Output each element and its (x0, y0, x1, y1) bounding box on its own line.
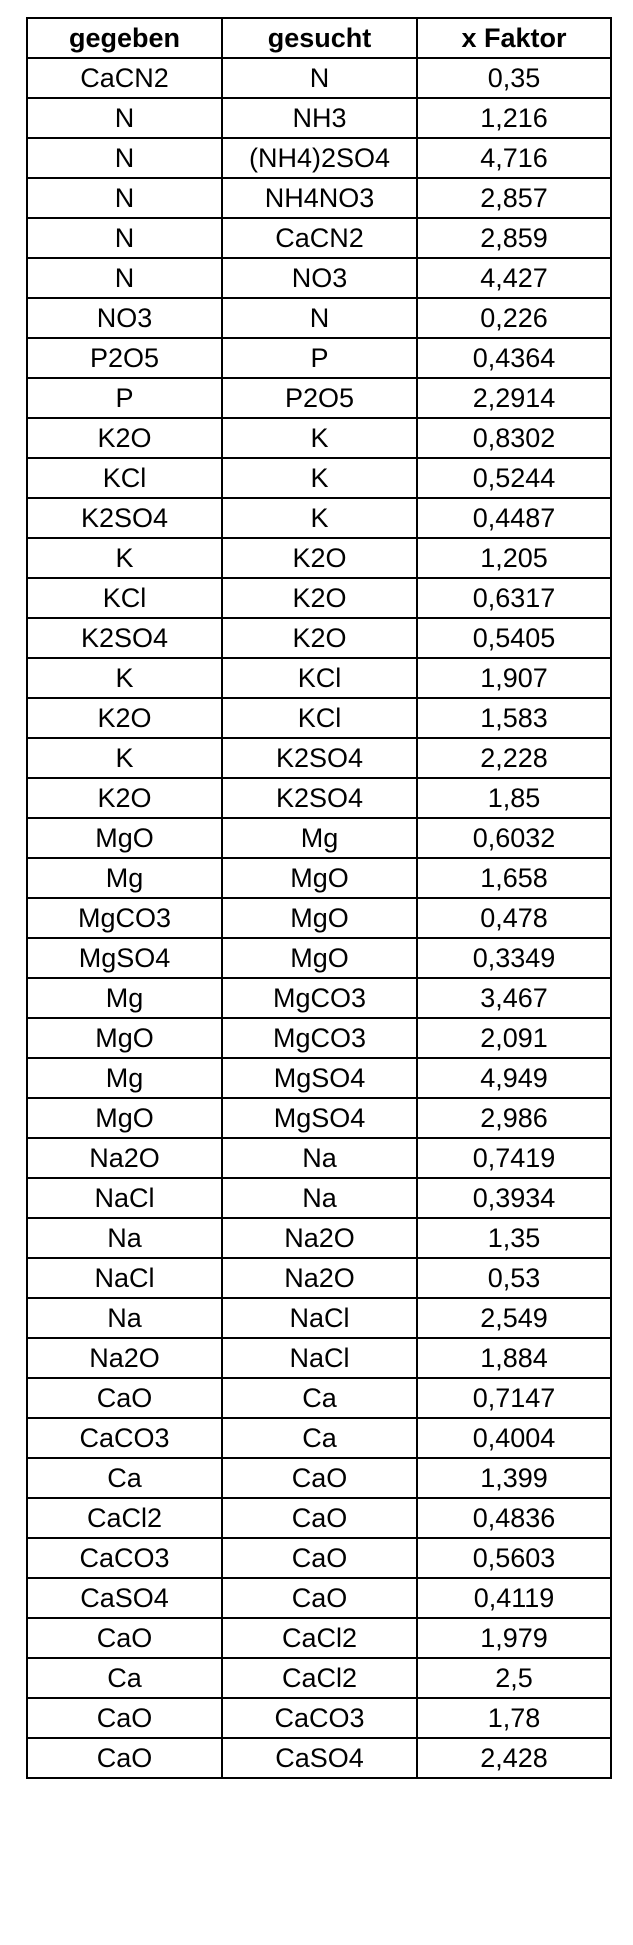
cell-factor: 1,35 (417, 1218, 611, 1258)
cell-given: Mg (27, 858, 222, 898)
cell-given: K2O (27, 418, 222, 458)
cell-wanted: MgO (222, 938, 417, 978)
cell-given: Na2O (27, 1338, 222, 1378)
table-row (27, 898, 611, 938)
cell-factor: 1,979 (417, 1618, 611, 1658)
table-row (27, 1138, 611, 1178)
cell-wanted: KCl (222, 698, 417, 738)
cell-given: CaCN2 (27, 58, 222, 98)
cell-given: Ca (27, 1658, 222, 1698)
table-row (27, 298, 611, 338)
column-header-factor: x Faktor (417, 18, 611, 58)
cell-given: CaO (27, 1738, 222, 1778)
table-row (27, 1578, 611, 1618)
cell-wanted: N (222, 58, 417, 98)
cell-given: Ca (27, 1458, 222, 1498)
cell-given: MgSO4 (27, 938, 222, 978)
cell-given: KCl (27, 578, 222, 618)
cell-factor: 0,4004 (417, 1418, 611, 1458)
cell-given: K (27, 658, 222, 698)
cell-wanted: CaCl2 (222, 1658, 417, 1698)
cell-wanted: CaO (222, 1538, 417, 1578)
table-row (27, 498, 611, 538)
table-row (27, 1378, 611, 1418)
table-row (27, 1338, 611, 1378)
cell-wanted: Na (222, 1138, 417, 1178)
cell-wanted: N (222, 298, 417, 338)
cell-factor: 0,226 (417, 298, 611, 338)
cell-factor: 2,857 (417, 178, 611, 218)
table-row (27, 818, 611, 858)
cell-factor: 2,859 (417, 218, 611, 258)
cell-given: K2O (27, 698, 222, 738)
cell-wanted: K2O (222, 538, 417, 578)
cell-given: N (27, 258, 222, 298)
header-row (27, 18, 611, 58)
cell-factor: 1,85 (417, 778, 611, 818)
table-row (27, 1058, 611, 1098)
table-row (27, 778, 611, 818)
cell-wanted: CaCl2 (222, 1618, 417, 1658)
table-row (27, 578, 611, 618)
cell-wanted: CaCN2 (222, 218, 417, 258)
table-row (27, 1538, 611, 1578)
table-row (27, 938, 611, 978)
cell-factor: 2,2914 (417, 378, 611, 418)
table-row (27, 138, 611, 178)
cell-factor: 0,3349 (417, 938, 611, 978)
table-row (27, 658, 611, 698)
table-row (27, 1018, 611, 1058)
cell-given: KCl (27, 458, 222, 498)
cell-given: CaCO3 (27, 1418, 222, 1458)
cell-factor: 0,6317 (417, 578, 611, 618)
table-row (27, 338, 611, 378)
cell-factor: 4,716 (417, 138, 611, 178)
cell-given: MgCO3 (27, 898, 222, 938)
table-header (27, 18, 611, 58)
cell-wanted: Na2O (222, 1258, 417, 1298)
cell-wanted: MgCO3 (222, 978, 417, 1018)
cell-given: NO3 (27, 298, 222, 338)
cell-given: N (27, 138, 222, 178)
cell-factor: 2,228 (417, 738, 611, 778)
cell-given: CaO (27, 1378, 222, 1418)
cell-factor: 0,8302 (417, 418, 611, 458)
cell-factor: 0,5405 (417, 618, 611, 658)
table-row (27, 1298, 611, 1338)
cell-wanted: Na (222, 1178, 417, 1218)
cell-wanted: K (222, 418, 417, 458)
table-row (27, 1098, 611, 1138)
cell-given: K2O (27, 778, 222, 818)
cell-given: Mg (27, 978, 222, 1018)
column-header-wanted: gesucht (222, 18, 417, 58)
cell-wanted: K (222, 498, 417, 538)
table-row (27, 58, 611, 98)
cell-factor: 1,399 (417, 1458, 611, 1498)
cell-factor: 0,478 (417, 898, 611, 938)
table-row (27, 418, 611, 458)
cell-given: N (27, 98, 222, 138)
cell-factor: 0,5603 (417, 1538, 611, 1578)
cell-given: CaCl2 (27, 1498, 222, 1538)
cell-given: Mg (27, 1058, 222, 1098)
table-row (27, 618, 611, 658)
cell-factor: 1,907 (417, 658, 611, 698)
cell-wanted: K2O (222, 578, 417, 618)
cell-wanted: NaCl (222, 1298, 417, 1338)
cell-wanted: P2O5 (222, 378, 417, 418)
table-row (27, 1418, 611, 1458)
cell-wanted: MgCO3 (222, 1018, 417, 1058)
cell-wanted: P (222, 338, 417, 378)
cell-given: CaO (27, 1698, 222, 1738)
table-row (27, 1658, 611, 1698)
cell-given: K2SO4 (27, 618, 222, 658)
table-row (27, 178, 611, 218)
cell-factor: 0,4119 (417, 1578, 611, 1618)
table-row (27, 1498, 611, 1538)
cell-factor: 0,6032 (417, 818, 611, 858)
cell-wanted: MgO (222, 858, 417, 898)
cell-wanted: NO3 (222, 258, 417, 298)
cell-factor: 2,428 (417, 1738, 611, 1778)
cell-factor: 1,78 (417, 1698, 611, 1738)
table-row (27, 218, 611, 258)
column-header-given: gegeben (27, 18, 222, 58)
cell-factor: 1,884 (417, 1338, 611, 1378)
table-row (27, 738, 611, 778)
table-row (27, 458, 611, 498)
cell-factor: 0,35 (417, 58, 611, 98)
cell-given: Na2O (27, 1138, 222, 1178)
table-row (27, 538, 611, 578)
cell-given: Na (27, 1298, 222, 1338)
cell-given: CaCO3 (27, 1538, 222, 1578)
cell-factor: 0,4364 (417, 338, 611, 378)
cell-wanted: NH4NO3 (222, 178, 417, 218)
table-row (27, 1738, 611, 1778)
cell-given: CaSO4 (27, 1578, 222, 1618)
cell-wanted: NH3 (222, 98, 417, 138)
cell-wanted: K2O (222, 618, 417, 658)
cell-factor: 4,949 (417, 1058, 611, 1098)
cell-wanted: Mg (222, 818, 417, 858)
cell-wanted: CaCO3 (222, 1698, 417, 1738)
cell-wanted: K2SO4 (222, 778, 417, 818)
table-row (27, 1458, 611, 1498)
cell-given: P (27, 378, 222, 418)
cell-given: P2O5 (27, 338, 222, 378)
cell-factor: 0,3934 (417, 1178, 611, 1218)
cell-wanted: (NH4)2SO4 (222, 138, 417, 178)
cell-given: K2SO4 (27, 498, 222, 538)
cell-factor: 3,467 (417, 978, 611, 1018)
cell-factor: 0,7419 (417, 1138, 611, 1178)
cell-wanted: Ca (222, 1378, 417, 1418)
cell-wanted: K2SO4 (222, 738, 417, 778)
cell-wanted: CaO (222, 1498, 417, 1538)
cell-factor: 0,53 (417, 1258, 611, 1298)
cell-given: K (27, 738, 222, 778)
cell-wanted: KCl (222, 658, 417, 698)
table-row (27, 378, 611, 418)
cell-given: NaCl (27, 1178, 222, 1218)
cell-given: N (27, 218, 222, 258)
cell-factor: 2,986 (417, 1098, 611, 1138)
table-row (27, 1178, 611, 1218)
conversion-factor-table (26, 17, 612, 1779)
cell-wanted: MgSO4 (222, 1098, 417, 1138)
cell-wanted: Na2O (222, 1218, 417, 1258)
table-row (27, 1218, 611, 1258)
cell-given: CaO (27, 1618, 222, 1658)
cell-wanted: CaSO4 (222, 1738, 417, 1778)
table-body (27, 58, 611, 1778)
cell-wanted: Ca (222, 1418, 417, 1458)
table-row (27, 258, 611, 298)
cell-wanted: K (222, 458, 417, 498)
cell-factor: 1,216 (417, 98, 611, 138)
cell-factor: 0,4836 (417, 1498, 611, 1538)
cell-factor: 1,583 (417, 698, 611, 738)
cell-given: N (27, 178, 222, 218)
cell-given: MgO (27, 1018, 222, 1058)
table-row (27, 858, 611, 898)
cell-given: Na (27, 1218, 222, 1258)
table-row (27, 1618, 611, 1658)
table-row (27, 98, 611, 138)
cell-given: NaCl (27, 1258, 222, 1298)
cell-factor: 0,7147 (417, 1378, 611, 1418)
table-row (27, 1258, 611, 1298)
cell-given: MgO (27, 1098, 222, 1138)
table-row (27, 698, 611, 738)
cell-wanted: MgO (222, 898, 417, 938)
cell-factor: 0,5244 (417, 458, 611, 498)
cell-factor: 1,658 (417, 858, 611, 898)
cell-wanted: NaCl (222, 1338, 417, 1378)
cell-factor: 2,549 (417, 1298, 611, 1338)
cell-wanted: MgSO4 (222, 1058, 417, 1098)
cell-given: K (27, 538, 222, 578)
cell-factor: 0,4487 (417, 498, 611, 538)
cell-factor: 2,091 (417, 1018, 611, 1058)
cell-factor: 2,5 (417, 1658, 611, 1698)
cell-factor: 4,427 (417, 258, 611, 298)
table-row (27, 978, 611, 1018)
table-row (27, 1698, 611, 1738)
cell-factor: 1,205 (417, 538, 611, 578)
cell-wanted: CaO (222, 1458, 417, 1498)
cell-given: MgO (27, 818, 222, 858)
cell-wanted: CaO (222, 1578, 417, 1618)
